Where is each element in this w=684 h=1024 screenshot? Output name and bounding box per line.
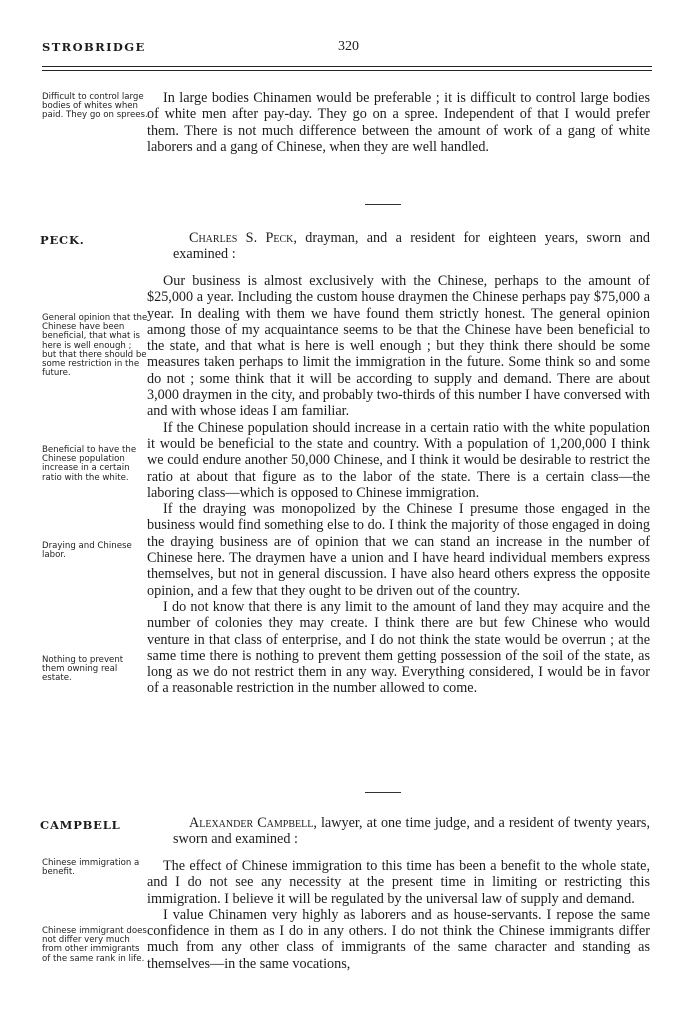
paragraph: If the Chinese population should increase in a certain ratio with the white population it would be beneficial to the state and country. With a population of 1,200,000 I think we could endure another 50,000 Chinese, and I think it would be desirable to restrict the ratio at about that figure as to the labor of the state. There is a certain class—the laboring class—which is opposed to Chinese immigration. xyxy=(147,419,650,501)
running-header xyxy=(42,40,642,56)
margin-note: General opinion that the Chinese have been beneficial, that what is here is well enough ; but that there should be some restriction in the future. xyxy=(42,313,148,379)
witness-intro xyxy=(147,230,650,263)
running-head-title: STROBRIDGE xyxy=(42,40,146,54)
paragraph: In large bodies Chinamen would be preferable ; it is difficult to control large bodies of white men after pay-day. They go on a spree. Independent of that I would prefer them. There is not much difference between the amount of work of a gang of white laborers and a gang of Chinese, when they are well handled. xyxy=(147,90,650,155)
paragraph: I value Chinamen very highly as laborers and as house-servants. I repose the same confidence in them as I do in any others. I do not think the Chinese immigrants differ much from any other class of immigrants of the same character and standing as themselves—in the same vocations, xyxy=(147,906,650,972)
testimony-text xyxy=(147,273,650,697)
witness-intro xyxy=(147,815,650,848)
intro-paragraph xyxy=(147,230,650,263)
speaker-heading: CAMPBELL xyxy=(40,818,121,832)
intro-paragraph xyxy=(147,815,650,848)
margin-note: Nothing to prevent them owning real estate. xyxy=(42,655,124,684)
margin-note: Draying and Chinese labor. xyxy=(42,541,132,561)
margin-note: Chinese immigrant does not differ very much from other immigrants of the same rank in life. xyxy=(42,926,147,964)
witness-name: Charles S. Peck, xyxy=(189,230,297,246)
paragraph: Our business is almost exclusively with the Chinese, perhaps to the amount of $25,000 a year. Including the custom house draymen the Chinese perhaps pay $75,000 a year. In dealing with them we have found them strictly honest. The general opinion among those of my acquaintance seems to be that the Chinese have been beneficial to the state, and that what is here is well enough ; but they think there should be some measures taken perhaps to limit the immigration in the future. Some think so and some do not ; some think that it will be according to supply and demand. There are about 3,000 draymen in the city, and probably two-thirds of this number I have conversed with and with whose ideas I am familiar. xyxy=(147,273,650,420)
page-number: 320 xyxy=(338,39,359,54)
margin-note: Difficult to control large bodies of whites when paid. They go on sprees. xyxy=(42,92,148,121)
body-text xyxy=(147,90,650,155)
paragraph: If the draying was monopolized by the Chinese I presume those engaged in the business would find something else to do. I think the majority of those engaged in doing the draying business are of opinion that we can stand an increase in the number of Chinese here. The draymen have a union and I have heard individual members express themselves, but not in general discussion. I have also heard others express the opposite opinion, and a few that they ought to be driven out of the country. xyxy=(147,501,650,599)
witness-description: drayman, and a resident for eighteen years, sworn and examined : xyxy=(173,230,651,263)
paragraph: I do not know that there is any limit to the amount of land they may acquire and the number of colonies they may create. I think there are but few Chinese who would venture in that class of enterprise, and I do not think the state would be overrun ; at the same time there is nothing to prevent them getting possession of the soil of the state, as long as we do not restrict them in any way. Everything considered, I would be in favor of a reasonable restriction in the number allowed to come. xyxy=(147,598,650,697)
section-divider xyxy=(365,792,401,793)
paragraph: The effect of Chinese immigration to this time has been a benefit to the whole state, and I do not see any necessity at the present time in limiting or restricting this immigration. I believe it will be regulated by the universal law of supply and demand. xyxy=(147,858,650,907)
speaker-heading: PECK. xyxy=(40,233,85,247)
header-double-rule xyxy=(42,66,652,71)
testimony-text xyxy=(147,858,650,972)
margin-note: Beneficial to have the Chinese population increase in a certain ratio with the white. xyxy=(42,445,137,483)
witness-description: lawyer, at one time judge, and a resident of twenty years, sworn and examined : xyxy=(173,815,650,848)
section-divider xyxy=(365,204,401,205)
margin-note: Chinese immigration a benefit. xyxy=(42,858,140,878)
witness-name: Alexander Campbell, xyxy=(189,815,317,831)
